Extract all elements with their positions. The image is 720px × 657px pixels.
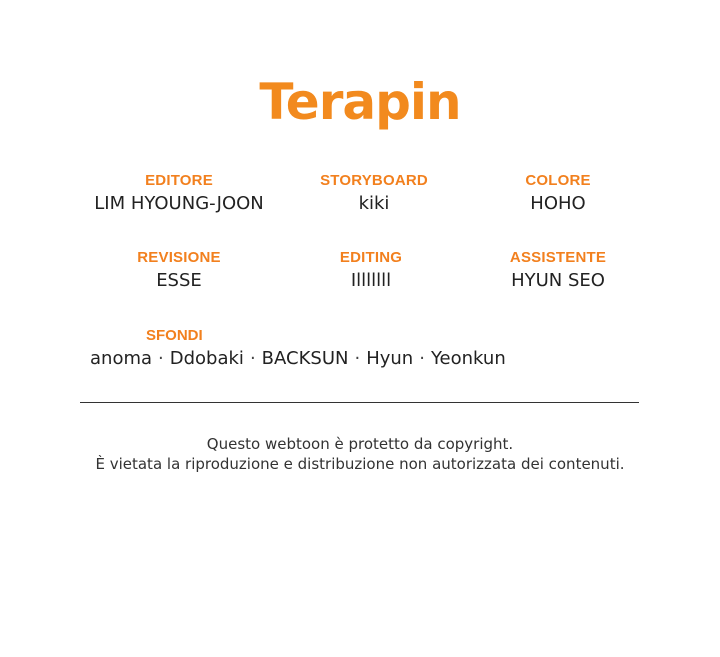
credit-role: REVISIONE xyxy=(137,249,221,266)
credit-name: HOHO xyxy=(530,193,586,214)
credit-role: COLORE xyxy=(525,172,591,189)
credit-role: SFONDI xyxy=(146,327,203,344)
credit-name: kiki xyxy=(358,193,390,214)
sfondi-name: Hyun xyxy=(366,348,414,369)
credit-name: LIM HYOUNG-JOON xyxy=(94,193,264,214)
divider-line xyxy=(80,402,639,403)
credit-revisione xyxy=(69,249,289,293)
credit-role: ASSISTENTE xyxy=(509,249,607,266)
terapin-logo: Terapin xyxy=(259,73,461,131)
credit-editore xyxy=(69,172,289,216)
credit-role: STORYBOARD xyxy=(320,172,428,189)
copyright-line-1: Questo webtoon è protetto da copyright. xyxy=(206,435,514,453)
sfondi-name: Yeonkun xyxy=(430,348,506,369)
sfondi-name: Ddobaki xyxy=(169,348,244,369)
credit-name: Illlllll xyxy=(350,270,392,291)
credit-name: HYUN SEO xyxy=(511,270,605,291)
credit-colore xyxy=(448,172,668,216)
sfondi-name: anoma xyxy=(90,348,153,369)
credit-assistente xyxy=(448,249,668,293)
separator-dot: · xyxy=(158,348,164,369)
credit-role: EDITORE xyxy=(145,172,213,189)
sfondi-name: BACKSUN xyxy=(261,348,349,369)
separator-dot: · xyxy=(354,348,361,369)
separator-dot: · xyxy=(249,348,256,369)
credit-sfondi xyxy=(90,327,506,371)
separator-dot: · xyxy=(419,348,425,369)
sfondi-names xyxy=(90,347,506,371)
copyright-notice xyxy=(0,434,720,474)
copyright-line-2: È vietata la riproduzione e distribuzione non autorizzata dei contenuti. xyxy=(95,455,625,473)
credit-name: ESSE xyxy=(156,270,202,291)
credit-role: EDITING xyxy=(339,249,403,266)
